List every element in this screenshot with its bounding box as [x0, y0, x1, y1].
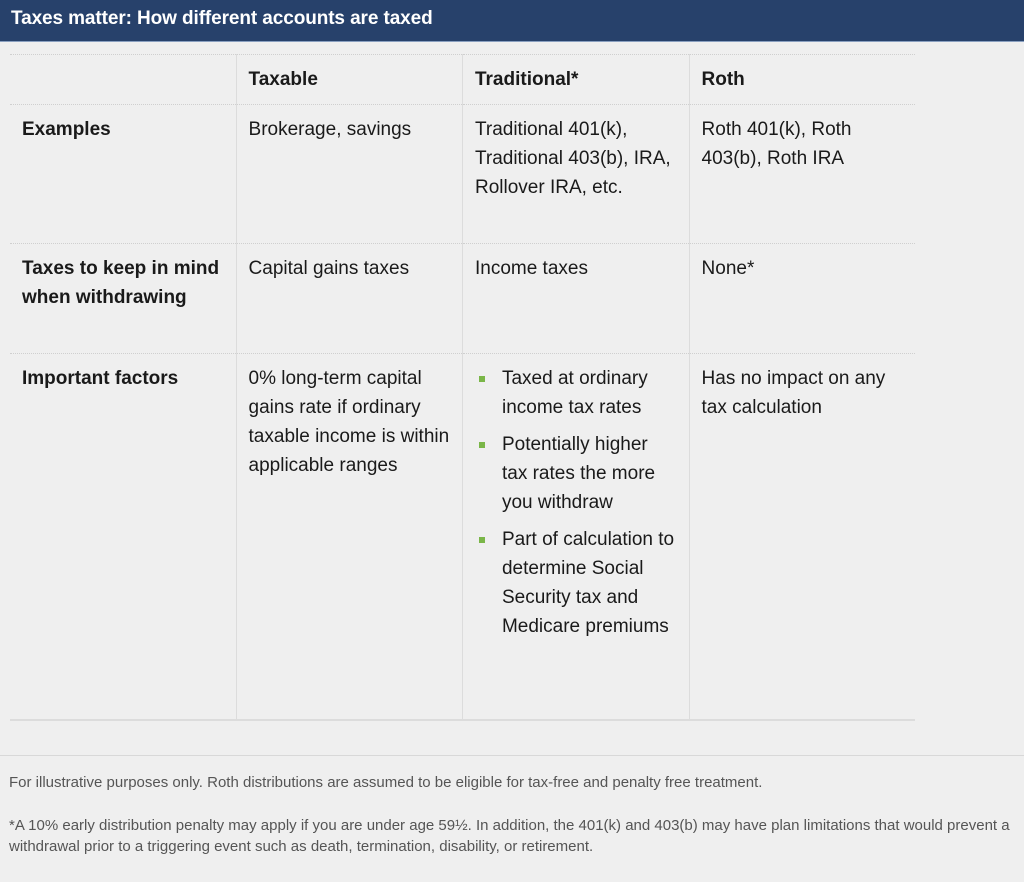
page-title: Taxes matter: How different accounts are taxed — [11, 8, 433, 29]
footnote-penalty: *A 10% early distribution penalty may apply if you are under age 59½. In addition, the 401(k) and 403(b) may have plan limitations that would prevent a withdrawal prior to a triggering event such as death, termination, disability, or retirement. — [9, 817, 1010, 855]
divider — [0, 755, 1024, 756]
column-header-roth: Roth — [689, 55, 915, 105]
square-bullet-icon — [479, 442, 485, 448]
tax-comparison-table — [10, 54, 915, 721]
square-bullet-icon — [479, 376, 485, 382]
cell-traditional: Income taxes — [462, 244, 689, 354]
row-label: Taxes to keep in mind when withdrawing — [10, 244, 236, 354]
cell-taxable: Capital gains taxes — [236, 244, 462, 354]
cell-taxable: 0% long-term capital gains rate if ordinary taxable income is within applicable ranges — [236, 354, 462, 720]
bullet-list — [475, 364, 677, 641]
column-header-taxable: Taxable — [236, 55, 462, 105]
cell-roth: Has no impact on any tax calculation — [689, 354, 915, 720]
table-header-row — [10, 55, 915, 105]
row-label: Examples — [10, 105, 236, 244]
square-bullet-icon — [479, 537, 485, 543]
cell-traditional: Traditional 401(k), Traditional 403(b), IRA, Rollover IRA, etc. — [462, 105, 689, 244]
cell-taxable: Brokerage, savings — [236, 105, 462, 244]
cell-traditional — [462, 354, 689, 720]
column-header-traditional: Traditional* — [462, 55, 689, 105]
table-row-examples — [10, 105, 915, 244]
row-label: Important factors — [10, 354, 236, 720]
list-item: Potentially higher tax rates the more you withdraw — [475, 430, 677, 517]
table-row-taxes — [10, 244, 915, 354]
cell-roth: Roth 401(k), Roth 403(b), Roth IRA — [689, 105, 915, 244]
footnote-illustrative: For illustrative purposes only. Roth distributions are assumed to be eligible for tax-free and penalty free treatment. — [9, 774, 763, 791]
list-item: Part of calculation to determine Social Security tax and Medicare premiums — [475, 525, 677, 641]
table-row-factors — [10, 354, 915, 720]
column-header-empty — [10, 55, 236, 105]
cell-roth: None* — [689, 244, 915, 354]
title-banner — [0, 0, 1024, 42]
list-item: Taxed at ordinary income tax rates — [475, 364, 677, 422]
